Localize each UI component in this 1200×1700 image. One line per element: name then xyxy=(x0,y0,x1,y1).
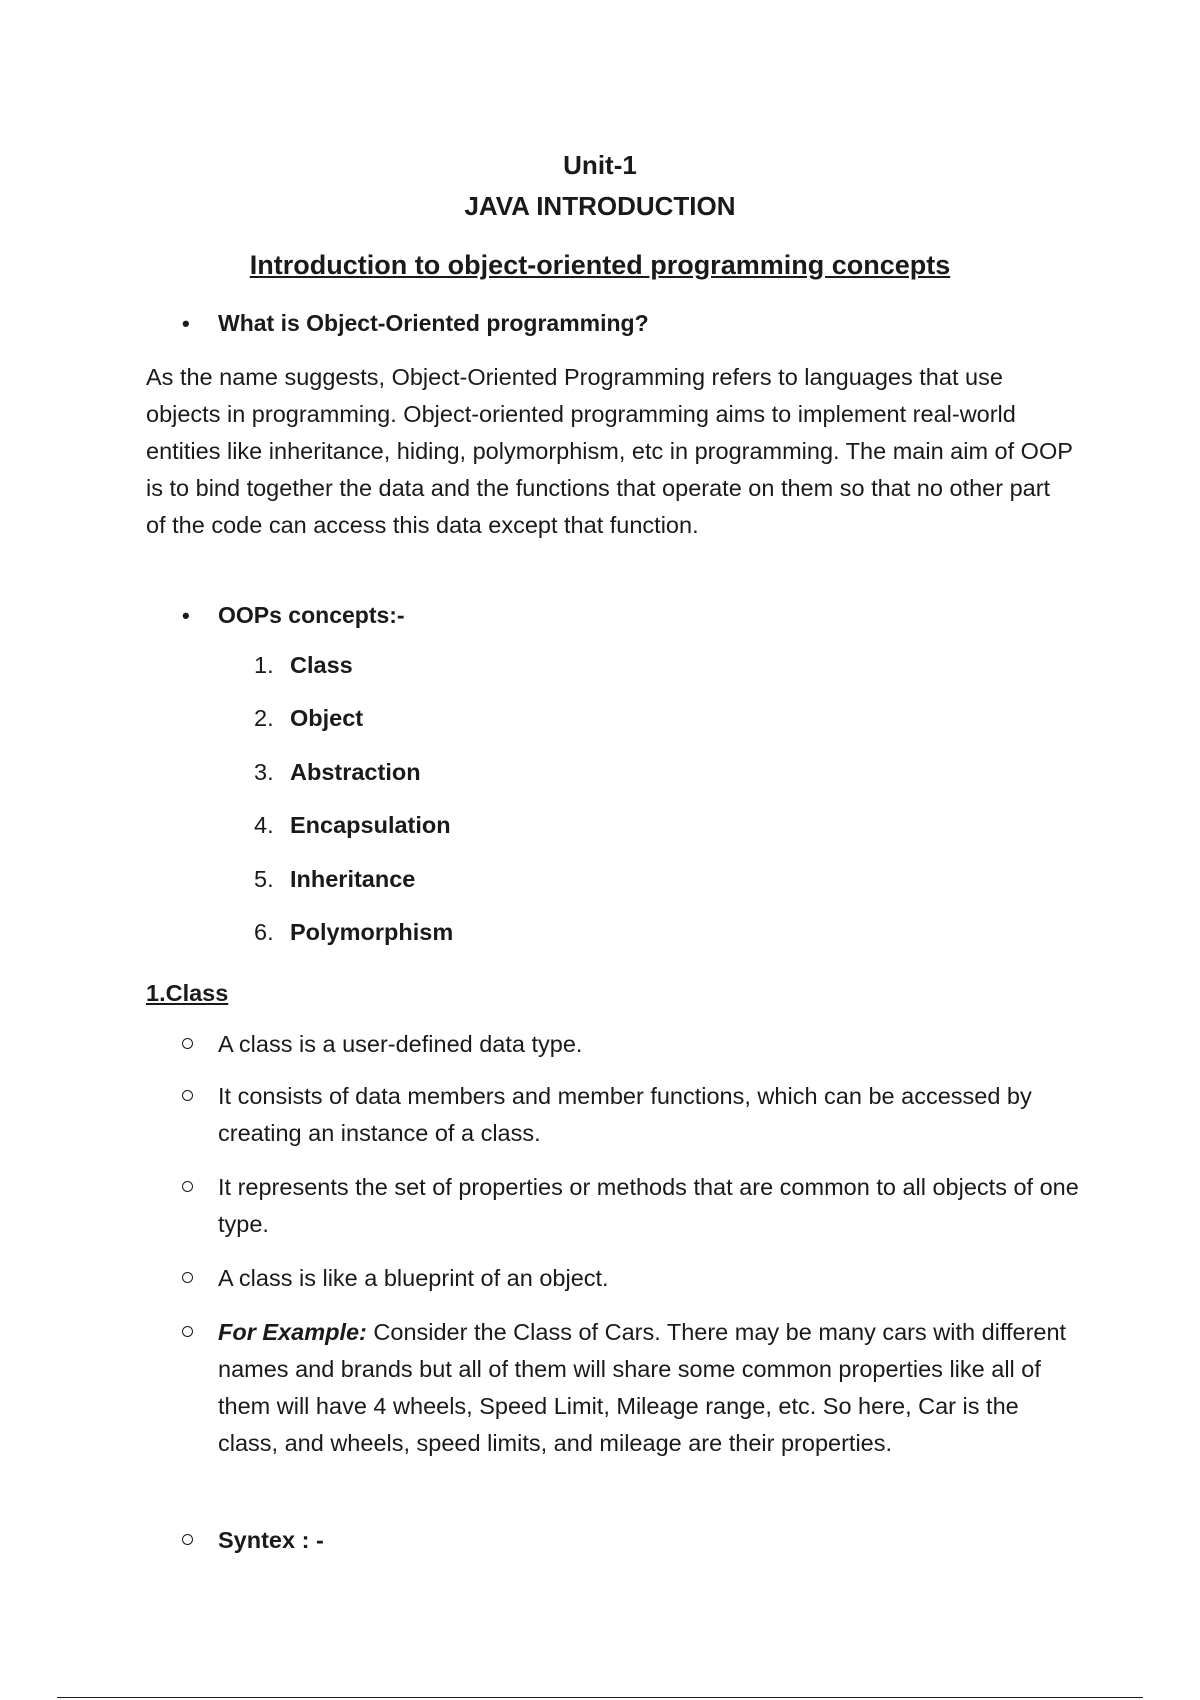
bullet-icon: • xyxy=(182,311,190,336)
circle-bullet-icon xyxy=(182,1090,193,1101)
list-number: 6. xyxy=(254,918,274,945)
bullet-icon: • xyxy=(182,603,190,628)
class-syntax xyxy=(182,1522,1082,1559)
oops-concepts-heading xyxy=(182,602,405,629)
list-number: 4. xyxy=(254,812,274,839)
list-number: 3. xyxy=(254,758,274,785)
list-item xyxy=(254,652,453,705)
oops-concepts-text: OOPs concepts:- xyxy=(218,602,405,628)
class-point xyxy=(182,1026,1082,1063)
class-point xyxy=(182,1260,1082,1297)
circle-bullet-icon xyxy=(182,1326,193,1337)
circle-bullet-icon xyxy=(182,1272,193,1283)
list-label: Encapsulation xyxy=(290,812,451,839)
list-item xyxy=(254,919,453,972)
example-label: For Example: xyxy=(218,1319,367,1345)
list-label: Abstraction xyxy=(290,758,421,785)
example-body: Consider the Class of Cars. There may be many cars with different names and brands but all of them will share some common properties like all of them will have 4 wheels, Speed Limit, Mileage range, etc. So here, Car is the class, and wheels, speed limits, and mileage are their properties. xyxy=(218,1319,1067,1456)
unit-label: Unit-1 xyxy=(563,150,637,180)
list-item xyxy=(254,759,453,812)
footer-divider xyxy=(57,1697,1143,1698)
oop-question-text: What is Object-Oriented programming? xyxy=(218,310,649,336)
oop-paragraph: As the name suggests, Object-Oriented Programming refers to languages that use objects in programming. Object-oriented programming aims to implement real-world entities like inheritance, hiding, polymorphism, etc in programming. The main aim of OOP is to bind together the data and the functions that operate on them so that no other part of the code can access this data except that function. xyxy=(146,364,1073,538)
list-item xyxy=(254,866,453,919)
class-point xyxy=(182,1169,1082,1243)
class-point-text: A class is a user-defined data type. xyxy=(218,1031,583,1057)
list-label: Class xyxy=(290,652,353,678)
section-subtitle: Introduction to object-oriented programming concepts xyxy=(249,250,951,280)
oop-question-heading xyxy=(182,310,649,337)
class-point xyxy=(182,1078,1082,1152)
page-title: JAVA INTRODUCTION xyxy=(464,191,736,221)
circle-bullet-icon xyxy=(182,1181,193,1192)
list-item xyxy=(254,705,453,758)
list-label: Object xyxy=(290,705,364,732)
class-point-text: It consists of data members and member functions, which can be accessed by creating an instance of a class. xyxy=(218,1083,1032,1146)
concepts-list xyxy=(254,652,453,972)
class-point-text: A class is like a blueprint of an object. xyxy=(218,1265,609,1291)
list-number: 2. xyxy=(254,705,274,732)
class-example-text xyxy=(218,1314,1082,1462)
circle-bullet-icon xyxy=(182,1038,193,1049)
class-section-heading: 1.Class xyxy=(146,980,229,1006)
list-number: 5. xyxy=(254,865,274,892)
list-number: 1. xyxy=(254,652,274,678)
class-example xyxy=(182,1314,1082,1462)
list-label: Polymorphism xyxy=(290,918,454,945)
list-label: Inheritance xyxy=(290,865,416,892)
class-point-text: It represents the set of properties or methods that are common to all objects of one type. xyxy=(218,1174,1079,1237)
list-item xyxy=(254,812,453,865)
syntax-label: Syntex : - xyxy=(218,1527,324,1553)
circle-bullet-icon xyxy=(182,1534,193,1545)
